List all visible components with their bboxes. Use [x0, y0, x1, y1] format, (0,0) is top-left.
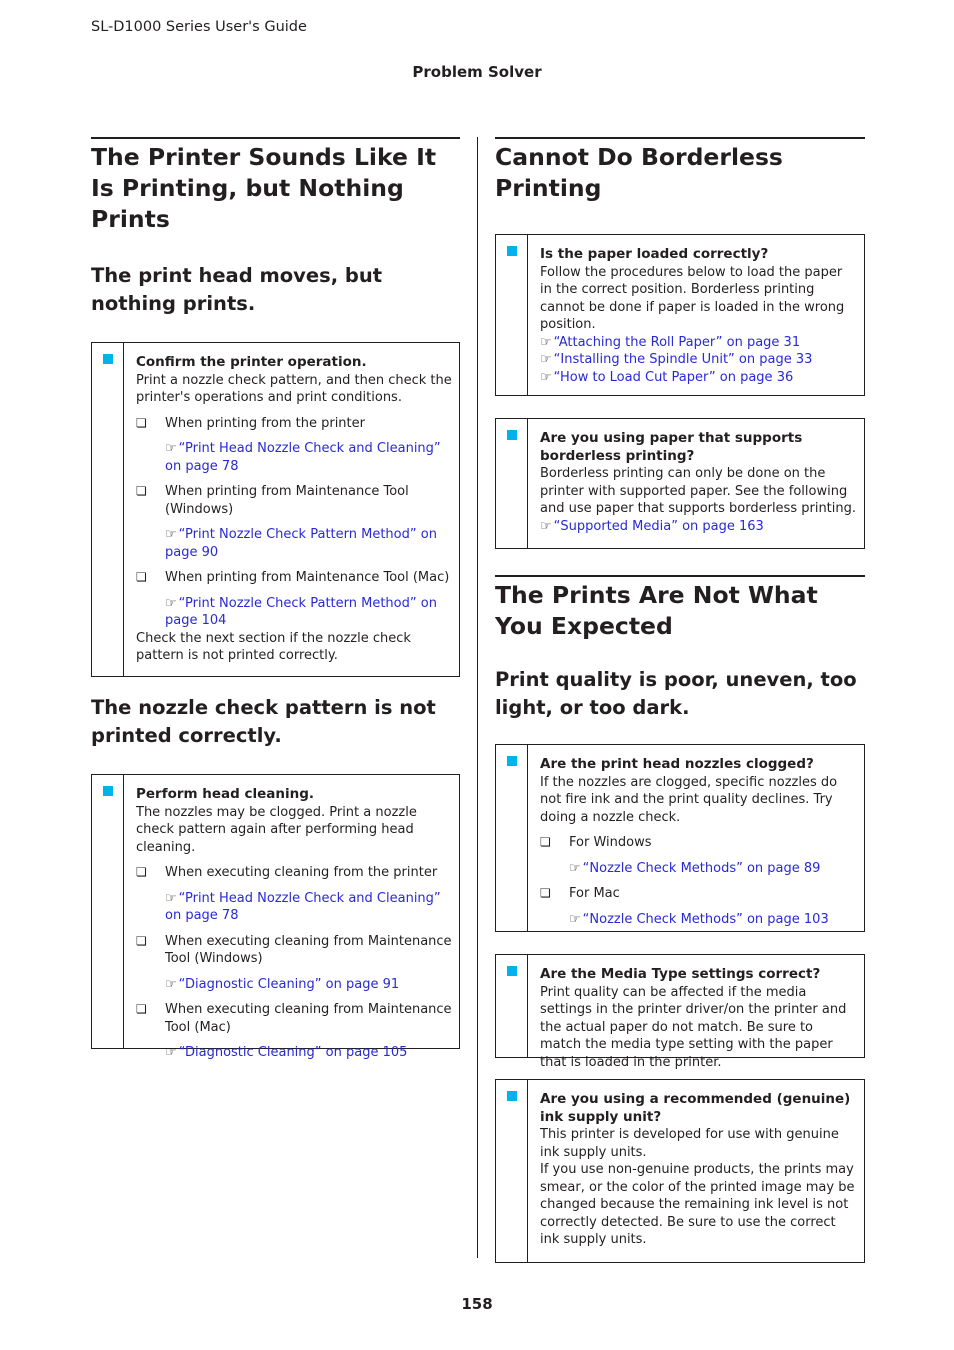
- pointing-hand-icon: ☞: [540, 369, 552, 385]
- list-item: ❏ For Mac: [540, 886, 620, 901]
- heading-printer-sounds: The Printer Sounds Like It Is Printing, but Nothing Prints: [91, 137, 460, 235]
- link-nozzle-check-methods-103[interactable]: “Nozzle Check Methods” on page 103: [582, 911, 829, 927]
- cyan-square-icon: [507, 430, 517, 440]
- tip-box-head-cleaning: [91, 774, 460, 1060]
- right-column: [495, 137, 865, 1263]
- box-text: This printer is developed for use with genuine ink supply units.: [540, 1127, 839, 1160]
- box-question: Are you using paper that supports borderless printing?: [540, 430, 803, 464]
- pointing-hand-icon: ☞: [165, 527, 177, 542]
- left-column: [91, 137, 460, 1060]
- pointing-hand-icon: ☞: [165, 890, 177, 906]
- box-text: If the nozzles are clogged, specific nozzles do not fire ink and the print quality declines. Try doing a nozzle check.: [540, 774, 838, 825]
- list-item: ❏ When printing from Maintenance Tool (Windows): [136, 484, 409, 517]
- link-nozzle-check-pattern-104[interactable]: “Print Nozzle Check Pattern Method” on page 104: [165, 595, 437, 628]
- link-diagnostic-cleaning-91[interactable]: “Diagnostic Cleaning” on page 91: [178, 976, 400, 992]
- checkbox-icon: ❏: [136, 484, 147, 498]
- cyan-square-icon: [507, 966, 517, 976]
- list-item: ❏ When printing from the printer: [136, 415, 365, 431]
- box-text: Print a nozzle check pattern, and then check the printer's operations and print conditions.: [136, 372, 452, 405]
- checkbox-icon: ❏: [136, 415, 147, 430]
- pointing-hand-icon: ☞: [165, 976, 177, 992]
- pointing-hand-icon: ☞: [540, 334, 552, 350]
- box-question: Are you using a recommended (genuine) ink supply unit?: [540, 1091, 851, 1125]
- subheading-print-quality: Print quality is poor, uneven, too light, or too dark.: [495, 668, 857, 719]
- link-print-head-nozzle-check[interactable]: “Print Head Nozzle Check and Cleaning” on page 78: [165, 441, 441, 474]
- checkbox-icon: ❏: [136, 933, 147, 948]
- box-question: Is the paper loaded correctly?: [540, 246, 769, 262]
- subheading-head-moves: The print head moves, but nothing prints.: [91, 264, 383, 315]
- box-text: If you use non-genuine products, the prints may smear, or the color of the printed image may be changed because the remaining ink level is not correctly detected. Be sure to use the correct ink supply units.: [540, 1162, 855, 1247]
- heading-borderless: Cannot Do Borderless Printing: [495, 137, 865, 204]
- link-diagnostic-cleaning-105[interactable]: “Diagnostic Cleaning” on page 105: [178, 1045, 408, 1060]
- tip-box-media-type: [495, 954, 865, 1070]
- cyan-square-icon: [103, 786, 113, 796]
- cyan-square-icon: [507, 756, 517, 766]
- cyan-square-icon: [103, 354, 113, 364]
- link-installing-spindle[interactable]: “Installing the Spindle Unit” on page 33: [553, 352, 813, 367]
- link-load-cut-paper[interactable]: “How to Load Cut Paper” on page 36: [553, 369, 794, 385]
- checkbox-icon: ❏: [136, 570, 147, 584]
- section-title: Problem Solver: [412, 63, 542, 81]
- pointing-hand-icon: ☞: [569, 911, 581, 927]
- box-text: The nozzles may be clogged. Print a nozzle check pattern again after performing head cleaning.: [136, 804, 417, 855]
- tip-box-genuine-ink: [495, 1079, 865, 1263]
- pointing-hand-icon: ☞: [540, 518, 552, 534]
- checkbox-icon: ❏: [136, 1002, 147, 1016]
- list-item: ❏ When executing cleaning from Maintenance Tool (Mac): [136, 1002, 452, 1035]
- box-question: Perform head cleaning.: [136, 786, 315, 802]
- checkbox-icon: ❏: [540, 835, 551, 849]
- pointing-hand-icon: ☞: [540, 352, 552, 367]
- running-head: SL-D1000 Series User's Guide: [91, 19, 307, 35]
- pointing-hand-icon: ☞: [165, 595, 177, 611]
- box-question: Confirm the printer operation.: [136, 354, 367, 370]
- box-footer-text: Check the next section if the nozzle check pattern is not printed correctly.: [136, 630, 411, 663]
- tip-box-confirm-operation: [91, 342, 460, 677]
- subheading-nozzle-pattern: The nozzle check pattern is not printed correctly.: [91, 696, 436, 747]
- checkbox-icon: ❏: [540, 886, 551, 900]
- tip-box-nozzles-clogged: [495, 744, 865, 932]
- list-item: ❏ For Windows: [540, 835, 652, 850]
- box-text: Print quality can be affected if the media settings in the printer driver/on the printer and the actual paper do not match. Be sure to match the media type setting with the paper that is loaded in the printer.: [540, 984, 847, 1070]
- tip-box-supported-paper: [495, 418, 865, 549]
- link-print-head-nozzle-check[interactable]: “Print Head Nozzle Check and Cleaning” on page 78: [165, 890, 441, 923]
- list-item: ❏ When executing cleaning from the printer: [136, 865, 438, 880]
- link-nozzle-check-pattern-90[interactable]: “Print Nozzle Check Pattern Method” on page 90: [165, 527, 437, 560]
- list-item: ❏ When printing from Maintenance Tool (Mac): [136, 570, 450, 585]
- link-attaching-roll-paper[interactable]: “Attaching the Roll Paper” on page 31: [553, 334, 801, 350]
- pointing-hand-icon: ☞: [165, 1045, 177, 1060]
- list-item: ❏ When executing cleaning from Maintenance Tool (Windows): [136, 933, 452, 966]
- cyan-square-icon: [507, 1091, 517, 1101]
- pointing-hand-icon: ☞: [165, 441, 177, 456]
- link-supported-media[interactable]: “Supported Media” on page 163: [553, 518, 764, 534]
- box-text: Borderless printing can only be done on the printer with supported paper. See the following and use paper that supports borderless printing.: [540, 466, 857, 516]
- tip-box-paper-loaded: [495, 234, 865, 396]
- pointing-hand-icon: ☞: [569, 860, 581, 876]
- column-divider: [477, 137, 478, 1258]
- box-question: Are the print head nozzles clogged?: [540, 756, 814, 772]
- link-nozzle-check-methods-89[interactable]: “Nozzle Check Methods” on page 89: [582, 860, 821, 876]
- heading-prints-not-expected: The Prints Are Not What You Expected: [495, 575, 865, 642]
- box-question: Are the Media Type settings correct?: [540, 966, 821, 982]
- checkbox-icon: ❏: [136, 865, 147, 879]
- box-text: Follow the procedures below to load the paper in the correct position. Borderless printing cannot be done if paper is loaded in the wrong position.: [540, 264, 845, 332]
- cyan-square-icon: [507, 246, 517, 256]
- page-number: 158: [461, 1295, 493, 1313]
